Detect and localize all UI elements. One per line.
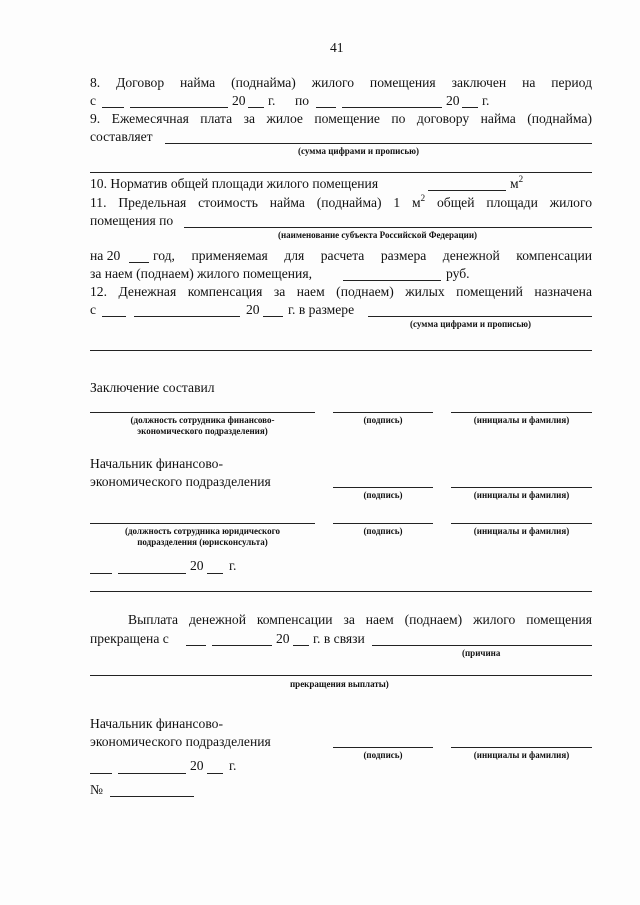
item9-line2: составляет — [90, 129, 153, 144]
conclusion-signature-field[interactable] — [333, 412, 433, 413]
item11-line2: помещения по — [90, 213, 174, 228]
item9-amount-field[interactable] — [165, 143, 592, 144]
chief2-line2: экономического подразделения — [90, 734, 271, 749]
item12-from-prefix: с — [90, 302, 97, 317]
legal-year-prefix: 20 — [190, 558, 204, 573]
termination-day-field[interactable] — [186, 645, 206, 646]
legal-name-field[interactable] — [451, 523, 592, 524]
item11-line3-b: год, применяемая для расчета размера денежной компенсации — [153, 248, 592, 263]
termination-reason-field-2[interactable] — [90, 675, 592, 676]
item9-line1: 9. Ежемесячная плата за жилое помещение по договору найма (поднайма) — [90, 111, 592, 126]
chief2-signature-field[interactable] — [333, 747, 433, 748]
item11-year-field[interactable] — [129, 262, 149, 263]
conclusion-label: Заключение составил — [90, 380, 215, 395]
legal-signature-field[interactable] — [333, 523, 433, 524]
item12-month-field[interactable] — [134, 316, 240, 317]
chief2-signature-caption: (подпись) — [363, 750, 403, 760]
item8-day-to-field[interactable] — [316, 107, 336, 108]
item8-line1: 8. Договор найма (поднайма) жилого помещения заключен на период — [90, 75, 592, 90]
item11-line1: 11. Предельная стоимость найма (поднайма) 1 $м^2$ общей площади жилого — [90, 193, 593, 210]
item8-day-from-field[interactable] — [102, 107, 124, 108]
chief2-name-caption: (инициалы и фамилия) — [473, 750, 570, 760]
item12-day-field[interactable] — [102, 316, 126, 317]
item11-cost-field[interactable] — [343, 280, 441, 281]
chief2-line1: Начальник финансово- — [90, 716, 223, 731]
item8-year-unit2: г. — [482, 93, 490, 108]
item9-caption: (сумма цифрами и прописью) — [298, 146, 419, 156]
conclusion-name-caption: (инициалы и фамилия) — [473, 415, 570, 425]
item11-subject-field[interactable] — [184, 227, 592, 228]
item12-line1: 12. Денежная компенсация за наем (поднаем) жилых помещений назначена — [90, 284, 592, 299]
item12-year-field[interactable] — [263, 316, 283, 317]
termination-reason-caption-1: (причина — [462, 648, 501, 658]
conclusion-signature-caption: (подпись) — [363, 415, 403, 425]
item9-amount-field-2[interactable] — [90, 172, 592, 173]
termination-reason-caption-2: прекращения выплаты) — [290, 679, 389, 689]
item10-norm-field[interactable] — [428, 190, 506, 191]
legal-signature-caption: (подпись) — [363, 526, 403, 536]
page-number: 41 — [330, 40, 344, 55]
legal-position-caption: (должность сотрудника юридического подразделения (юрисконсульта) — [125, 526, 280, 547]
item10-text: 10. Норматив общей площади жилого помещения — [90, 176, 379, 191]
conclusion-position-caption: (должность сотрудника финансово- экономического подразделения) — [130, 415, 275, 436]
item8-month-to-field[interactable] — [342, 107, 442, 108]
chief1-signature-caption: (подпись) — [363, 490, 403, 500]
legal-month-field[interactable] — [118, 573, 186, 574]
chief2-year-unit: г. — [229, 758, 237, 773]
section-divider — [90, 591, 592, 592]
chief1-name-caption: (инициалы и фамилия) — [473, 490, 570, 500]
chief2-name-field[interactable] — [451, 747, 592, 748]
chief2-year-prefix: 20 — [190, 758, 204, 773]
termination-reason-field[interactable] — [372, 645, 592, 646]
item12-year-prefix: 20 — [246, 302, 260, 317]
item11-line3-a: на 20 — [90, 248, 121, 263]
legal-year-unit: г. — [229, 558, 237, 573]
item8-from-prefix: с — [90, 93, 97, 108]
item8-year-unit1: г. — [268, 93, 276, 108]
conclusion-name-field[interactable] — [451, 412, 592, 413]
chief2-day-field[interactable] — [90, 773, 112, 774]
chief2-month-field[interactable] — [118, 773, 186, 774]
item11-line4: за наем (поднаем) жилого помещения, — [90, 266, 312, 281]
item8-year-from-field[interactable] — [248, 107, 264, 108]
item12-year-unit: г. в размере — [288, 302, 355, 317]
item8-to-label: по — [295, 93, 310, 108]
item12-caption: (сумма цифрами и прописью) — [410, 319, 531, 329]
legal-position-field[interactable] — [90, 523, 315, 524]
item12-amount-field-2[interactable] — [90, 350, 592, 351]
termination-year-field[interactable] — [293, 645, 309, 646]
item11-caption: (наименование субъекта Российской Федерации) — [278, 230, 478, 240]
chief1-signature-field[interactable] — [333, 487, 433, 488]
termination-year-unit: г. в связи — [313, 631, 365, 646]
termination-line2-a: прекращена с — [90, 631, 169, 646]
item10-unit: $м^2$ — [510, 174, 524, 191]
item12-amount-field[interactable] — [368, 316, 592, 317]
item11-line4-unit: руб. — [446, 266, 470, 281]
item8-month-from-field[interactable] — [130, 107, 228, 108]
chief1-line1: Начальник финансово- — [90, 456, 223, 471]
item8-year-prefix1: 20 — [232, 93, 246, 108]
chief2-year-field[interactable] — [207, 773, 223, 774]
legal-year-field[interactable] — [207, 573, 223, 574]
chief1-name-field[interactable] — [451, 487, 592, 488]
item8-year-to-field[interactable] — [462, 107, 478, 108]
number-field[interactable] — [110, 796, 194, 797]
item8-year-prefix2: 20 — [446, 93, 460, 108]
termination-line1: Выплата денежной компенсации за наем (поднаем) жилого помещения — [128, 612, 592, 627]
legal-name-caption: (инициалы и фамилия) — [473, 526, 570, 536]
chief1-line2: экономического подразделения — [90, 474, 271, 489]
termination-year-prefix: 20 — [276, 631, 290, 646]
legal-day-field[interactable] — [90, 573, 112, 574]
number-label: № — [90, 782, 103, 797]
termination-month-field[interactable] — [212, 645, 272, 646]
conclusion-position-field[interactable] — [90, 412, 315, 413]
